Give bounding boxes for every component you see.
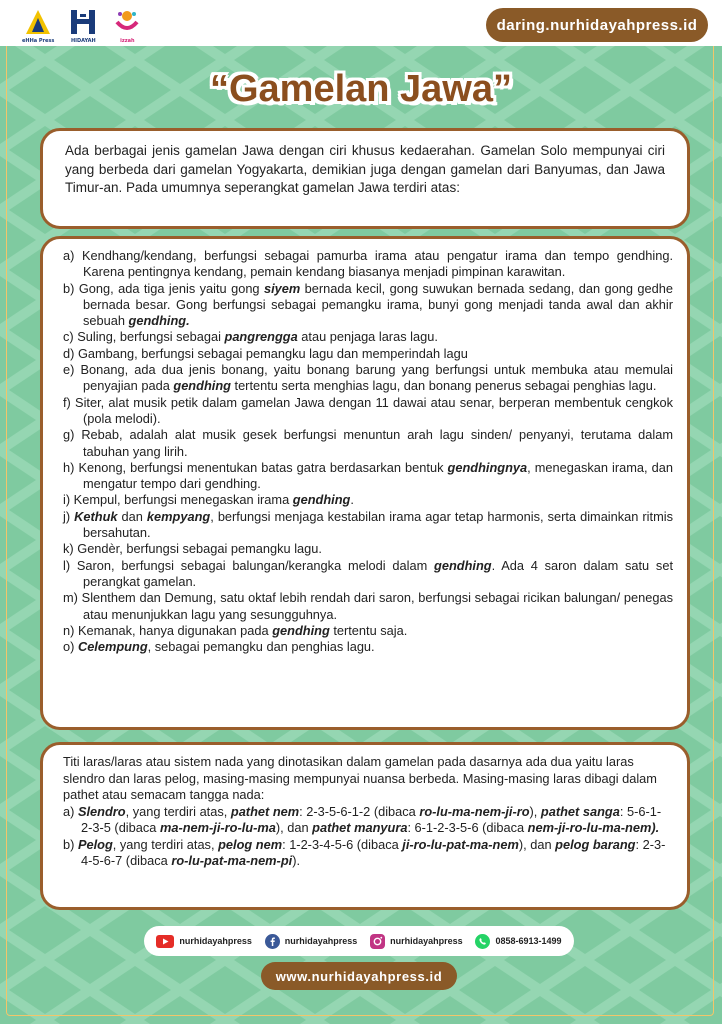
text-run: Slenthem dan Demung, satu oktaf lebih rendah dari saron, berfungsi sebagai ricikan balungan/ penegas atau menunjukkan lagu yang sesungguhnya. <box>81 590 673 622</box>
social-media-bar <box>144 926 574 956</box>
text-run: Gong, ada tiga jenis yaitu gong <box>78 280 264 296</box>
hidayah-logo-icon <box>68 8 98 36</box>
text-run: , sebagai pemangku dan penghias lagu. <box>147 639 375 655</box>
social-label: 0858-6913-1499 <box>495 936 562 946</box>
emphasis-text: Kethuk <box>74 508 118 524</box>
emphasis-text: Pelog <box>77 836 113 852</box>
emphasis-text: gendhing <box>292 492 351 508</box>
emphasis-text: nem-ji-ro-lu-ma-nem). <box>527 820 660 835</box>
item-marker: l) <box>63 557 71 573</box>
social-label: nurhidayahpress <box>179 936 252 946</box>
emphasis-text: ji-ro-lu-pat-ma-nem <box>402 836 519 852</box>
instrument-item <box>63 346 673 362</box>
intro-box <box>40 128 690 229</box>
emphasis-text: gendhing <box>173 378 231 394</box>
publisher-logos <box>22 8 142 54</box>
whatsapp-icon <box>475 934 490 949</box>
emphasis-text: gendhing. <box>128 313 190 329</box>
item-marker: a) <box>63 803 75 819</box>
youtube-icon <box>156 935 174 948</box>
emphasis-text: pathet sanga <box>540 803 620 819</box>
text-run: Siter, alat musik petik dalam gamelan Jawa dengan 11 dawai atau senar, berperan membentuk cengkok (pola melodi). <box>75 394 673 426</box>
ehha-logo-icon <box>24 8 52 36</box>
text-run: : 6-1-2-3-5-6 (dibaca <box>407 820 528 835</box>
social-link-whatsapp[interactable] <box>475 934 561 949</box>
instrument-item <box>63 541 673 557</box>
text-run: Suling, berfungsi sebagai <box>77 329 225 345</box>
text-run: , yang terdiri atas, <box>125 803 231 819</box>
emphasis-text: pathet manyura <box>312 820 408 835</box>
emphasis-text: gendhing <box>272 622 330 638</box>
emphasis-text: pangrengga <box>224 329 298 345</box>
item-marker: i) <box>63 492 71 508</box>
instrument-item <box>63 395 673 428</box>
footer-url-badge[interactable]: www.nurhidayahpress.id <box>261 962 457 990</box>
intro-text: Ada berbagai jenis gamelan Jawa dengan ciri khusus kedaerahan. Gamelan Solo mempunyai ciri yang berbeda dari gamelan Yogyakarta, demikian juga dengan gamelan dari Banyumas, dan Jawa Timur-an. Pada umumnya seperangkat gamelan Jawa terdiri atas: <box>65 143 665 195</box>
instrument-item <box>63 248 673 281</box>
emphasis-text: gendhingnya <box>447 459 528 475</box>
text-run: ), dan <box>275 820 313 835</box>
facebook-icon <box>265 934 280 949</box>
text-run: , yang terdiri atas, <box>112 836 219 852</box>
text-run: , menegaskan irama, dan mengatur tempo dari gendhing. <box>83 459 673 492</box>
text-run: ), dan <box>518 836 556 852</box>
instagram-icon <box>370 934 385 949</box>
item-marker: f) <box>63 394 71 410</box>
item-marker: a) <box>63 248 75 263</box>
emphasis-text: pathet nem <box>230 803 300 819</box>
emphasis-text: Slendro <box>77 803 126 819</box>
item-marker: b) <box>63 280 75 296</box>
instrument-item <box>63 509 673 542</box>
text-run: Gambang, berfungsi sebagai pemangku lagu dan memperindah lagu <box>77 345 468 361</box>
text-run: tertentu saja. <box>329 622 408 638</box>
emphasis-text: ro-lu-ma-nem-ji-ro <box>419 803 530 819</box>
item-marker: n) <box>63 622 75 638</box>
izzah-logo-icon <box>112 8 142 36</box>
text-run: tertentu serta menghias lagu, dan bonang penerus sebagai penghias lagu. <box>230 378 657 394</box>
emphasis-text: ma-nem-ji-ro-lu-ma <box>159 820 276 835</box>
text-run: , berfungsi menjaga kestabilan irama agar tetap harmonis, serta dimainkan ritmis bersahutan. <box>83 508 673 541</box>
instrument-list <box>63 248 673 655</box>
item-marker: d) <box>63 345 75 361</box>
item-marker: e) <box>63 362 75 378</box>
emphasis-text: gendhing <box>434 557 492 573</box>
instrument-item <box>63 492 673 508</box>
instrument-item <box>63 460 673 493</box>
text-run: . <box>350 492 354 508</box>
text-run: Kenong, berfungsi menentukan batas gatra berdasarkan bentuk <box>78 459 448 475</box>
text-run: atau penjaga laras lagu. <box>297 329 438 345</box>
instrument-item <box>63 281 673 330</box>
instrument-item <box>63 329 673 345</box>
item-marker: h) <box>63 459 75 475</box>
logo-ehha-label: eHHa Press <box>22 38 55 44</box>
text-run: ), <box>529 803 541 819</box>
item-marker: b) <box>63 836 75 852</box>
laras-box <box>40 742 690 910</box>
instrument-item <box>63 558 673 591</box>
instrument-item <box>63 639 673 655</box>
emphasis-text: pelog barang <box>555 836 636 852</box>
emphasis-text: siyem <box>263 280 301 296</box>
social-label: nurhidayahpress <box>390 936 463 946</box>
instrument-item <box>63 590 673 623</box>
logo-hidayah <box>68 8 98 44</box>
emphasis-text: pelog nem <box>218 836 283 852</box>
social-label: nurhidayahpress <box>284 936 358 946</box>
text-run: Rebab, adalah alat musik gesek berfungsi menuntun arah lagu sinden/ penyanyi, terutama dalam tabuhan yang lirih. <box>81 427 673 459</box>
social-link-youtube[interactable] <box>156 935 252 948</box>
instrument-item <box>63 623 673 639</box>
item-marker: j) <box>63 508 71 524</box>
logo-hidayah-label: HIDAYAH <box>70 38 96 44</box>
instrument-item <box>63 362 673 395</box>
item-marker: g) <box>63 427 75 443</box>
text-run: ). <box>292 853 301 868</box>
laras-item <box>63 837 671 870</box>
social-link-instagram[interactable] <box>370 934 463 949</box>
text-run: . Ada 4 saron dalam satu set perangkat gamelan. <box>83 557 673 589</box>
laras-item <box>63 804 671 837</box>
item-marker: k) <box>63 541 74 557</box>
laras-list <box>63 804 671 870</box>
logo-ehha <box>22 8 54 44</box>
text-run: Kendhang/kendang, berfungsi sebagai pamurba irama atau pengatur irama dan tempo gendhing. Karena pentingnya kendang, pemain kendang biasanya menjadi pimpinan karawitan. <box>81 248 673 280</box>
emphasis-text: ro-lu-pat-ma-nem-pi <box>171 853 293 868</box>
instrument-item <box>63 427 673 460</box>
text-run: dan <box>117 508 147 524</box>
text-run: : 2-3-4-5-6-7 (dibaca <box>81 836 666 868</box>
item-marker: o) <box>63 639 75 655</box>
text-run: : 1-2-3-4-5-6 (dibaca <box>282 836 403 852</box>
text-run: Gendèr, berfungsi sebagai pemangku lagu. <box>77 541 322 557</box>
text-run: Kempul, berfungsi menegaskan irama <box>73 492 293 508</box>
text-run: bernada kecil, gong suwukan bernada sedang, dan gong gedhe bernada besar. Gong berfungsi sebagai pemangku irama, bunyi gong menjadi tanda awal dan akhir sebuah <box>83 280 673 329</box>
laras-intro: Titi laras/laras atau sistem nada yang dinotasikan dalam gamelan pada dasarnya ada dua yaitu laras slendro dan laras pelog, masing-masing mempunyai nuansa berbeda. Masing-masing laras dibagi dalam pathet atau semacam tangga nada: <box>63 754 657 802</box>
social-link-facebook[interactable] <box>265 934 358 949</box>
instruments-box <box>40 236 690 730</box>
text-run: Saron, berfungsi sebagai balungan/kerangka melodi dalam <box>76 557 435 573</box>
emphasis-text: Celempung <box>77 639 148 655</box>
text-run: Kemanak, hanya digunakan pada <box>77 622 273 638</box>
site-url-badge[interactable]: daring.nurhidayahpress.id <box>486 8 708 42</box>
emphasis-text: kempyang <box>146 508 211 524</box>
item-marker: c) <box>63 329 74 345</box>
page-title: “Gamelan Jawa” <box>209 68 513 110</box>
item-marker: m) <box>63 590 78 606</box>
text-run: : 5-6-1-2-3-5 (dibaca <box>81 803 662 835</box>
logo-izzah <box>112 8 142 44</box>
logo-izzah-label: izzah <box>120 38 135 44</box>
text-run: : 2-3-5-6-1-2 (dibaca <box>299 803 420 819</box>
text-run: Bonang, ada dua jenis bonang, yaitu bonang barung yang berfungsi untuk membuka atau memulai penyajian pada <box>80 362 674 394</box>
